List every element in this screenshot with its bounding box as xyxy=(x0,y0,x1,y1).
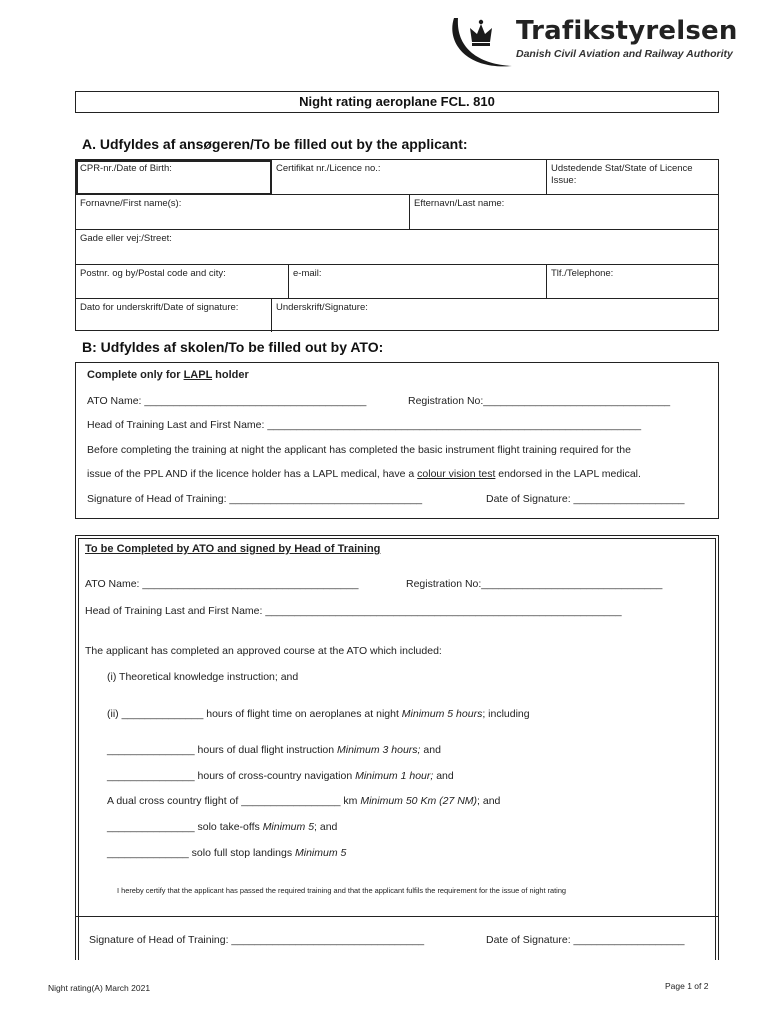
c-head-training-field[interactable]: Head of Training Last and First Name: _____________________________________________________________ xyxy=(85,605,622,617)
b-instruction-text-1: Before completing the training at night the applicant has completed the basic instrument flight training required for the xyxy=(87,444,631,456)
lapl-box-title: Complete only for LAPL holder xyxy=(87,369,249,381)
c-registration-field[interactable]: Registration No:_______________________________ xyxy=(406,578,663,590)
c-dual-instruction-field[interactable]: _______________ hours of dual flight instruction Minimum 3 hours; and xyxy=(107,744,441,756)
c-signature-head-field[interactable]: Signature of Head of Training: _________________________________ xyxy=(89,934,425,946)
licence-no-field[interactable]: Certifikat nr./Licence no.: xyxy=(276,163,381,174)
street-field[interactable]: Gade eller vej:/Street: xyxy=(80,233,172,244)
c-cross-country-field[interactable]: _______________ hours of cross-country navigation Minimum 1 hour; and xyxy=(107,770,454,782)
date-of-signature-field[interactable]: Dato for underskrift/Date of signature: xyxy=(80,302,239,313)
c-solo-takeoffs-field[interactable]: _______________ solo take-offs Minimum 5; and xyxy=(107,821,338,833)
b-head-training-field[interactable]: Head of Training Last and First Name: ________________________________________________________________ xyxy=(87,419,642,431)
org-name: Trafikstyrelsen xyxy=(516,16,738,46)
telephone-field[interactable]: Tlf./Telephone: xyxy=(551,268,614,279)
cpr-field[interactable]: CPR-nr./Date of Birth: xyxy=(80,163,172,174)
footer-doc-version: Night rating(A) March 2021 xyxy=(48,983,151,993)
c-ato-name-field[interactable]: ATO Name: _____________________________________ xyxy=(85,578,359,590)
email-field[interactable]: e-mail: xyxy=(293,268,322,279)
lapl-holder-box xyxy=(75,362,719,519)
c-item-theory: (i) Theoretical knowledge instruction; and xyxy=(107,671,299,683)
last-name-field[interactable]: Efternavn/Last name: xyxy=(414,198,505,209)
b-ato-name-field[interactable]: ATO Name: ______________________________________ xyxy=(87,395,367,407)
c-item-flight-time[interactable]: (ii) ______________ hours of flight time on aeroplanes at night Minimum 5 hours; including xyxy=(107,708,530,720)
c-dual-cross-country-field[interactable]: A dual cross country flight of _________________ km Minimum 50 Km (27 NM); and xyxy=(107,795,501,807)
postal-field[interactable]: Postnr. og by/Postal code and city: xyxy=(80,268,226,279)
c-solo-landings-field[interactable]: ______________ solo full stop landings Minimum 5 xyxy=(107,847,347,859)
c-certification-text: I hereby certify that the applicant has passed the required training and that the applicant fulfils the requirement for the issue of night rating xyxy=(117,886,567,895)
issuing-state-field[interactable]: Udstedende Stat/State of Licence Issue: xyxy=(551,163,693,186)
c-box-title: To be Completed by ATO and signed by Head of Training xyxy=(85,543,381,555)
footer-page-number: Page 1 of 2 xyxy=(665,981,709,991)
c-intro-text: The applicant has completed an approved course at the ATO which included: xyxy=(85,645,442,657)
c-date-of-signature-field[interactable]: Date of Signature: ___________________ xyxy=(486,934,685,946)
section-a-heading: A. Udfyldes af ansøgeren/To be filled out by the applicant: xyxy=(82,136,468,152)
b-date-of-signature-field[interactable]: Date of Signature: ___________________ xyxy=(486,493,685,505)
first-name-field[interactable]: Fornavne/First name(s): xyxy=(80,198,182,209)
b-signature-head-field[interactable]: Signature of Head of Training: _________________________________ xyxy=(87,493,423,505)
b-instruction-text-2: issue of the PPL AND if the licence holder has a LAPL medical, have a colour vision test endorsed in the LAPL medical. xyxy=(87,468,641,480)
form-title: Night rating aeroplane FCL. 810 xyxy=(75,91,719,113)
org-subtitle: Danish Civil Aviation and Railway Authority xyxy=(516,48,733,60)
b-registration-field[interactable]: Registration No:________________________________ xyxy=(408,395,671,407)
section-b-heading: B: Udfyldes af skolen/To be filled out by ATO: xyxy=(82,339,384,355)
ato-completion-box xyxy=(75,535,719,960)
signature-field[interactable]: Underskrift/Signature: xyxy=(276,302,368,313)
crown-swoosh-icon xyxy=(448,12,514,70)
authority-logo xyxy=(448,12,738,70)
applicant-details-table xyxy=(75,159,719,331)
